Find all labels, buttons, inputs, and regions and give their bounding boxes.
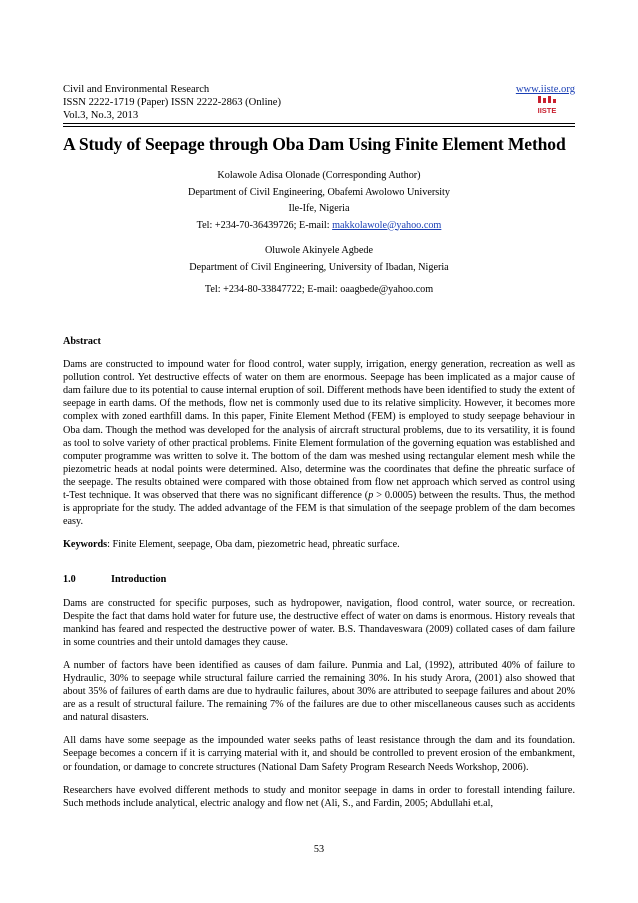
paragraph: All dams have some seepage as the impounded water seeks paths of least resistance through the dam and its foundation. Seepage becomes a concern if it is carrying material with it, and should be controlled to prevent erosion of the embankment, or foundation, or damage to concrete structures (National Dam Safety Program Research Needs Workshop, 2006). xyxy=(63,735,575,773)
header-rule-bottom xyxy=(63,126,575,127)
keywords-text: : Finite Element, seepage, Oba dam, piezometric head, phreatic surface. xyxy=(107,539,400,551)
abstract-text: Dams are constructed to impound water for flood control, water supply, irrigation, energy generation, recreation as well as pollution control. Yet destructive effects of water on them are enormous. Seepage has been implicated as a major cause of dam failure due to its potential to cause internal eruption of soil. Different methods have been identified to study the extent of seepage in earth dams. Of the methods, flow net is commonly used due to its relative simplicity. However, it becomes more complex with zoned earthfill dams. In this paper, Finite Element Method (FEM) is employed to study seepage behaviour in Oba dam. Though the method was developed for the analysis of aircraft structural problems, due to its versatility, it is found as tool to solve variety of other practical problems. Finite Element formulation of the governing equation was established and computer programme was written to solve it. The bottom of the dam was meshed using rectangular element mesh while the piezometric heads at nodal points were determined. Also, determine was the coordinates that define the phreatic surface of the seepage. The results obtained were compared with those obtained from flow net approach which served as control using t-Test technique. It was observed that there was no significant difference (p > 0.0005) between the results. Thus, the method is appropriate for the study. The added advantage of the FEM is that simulation of the seepage problem of the dam becomes easy. xyxy=(63,359,575,528)
author2-department: Department of Civil Engineering, University of Ibadan, Nigeria xyxy=(189,261,449,273)
author1-tel: Tel: +234-70-36439726; E-mail: xyxy=(196,219,333,231)
header-rule-top xyxy=(63,123,575,124)
author1-department: Department of Civil Engineering, Obafemi Awolowo University xyxy=(188,186,450,198)
paper-body xyxy=(63,335,575,820)
keywords-label: Keywords xyxy=(63,539,108,551)
author1-email-link[interactable]: makkolawole@yahoo.com xyxy=(332,219,442,231)
keywords xyxy=(63,538,575,551)
iiste-logo-icon xyxy=(533,96,561,116)
journal-volume: Vol.3, No.3, 2013 xyxy=(63,110,139,121)
paper-title: A Study of Seepage through Oba Dam Using Finite Element Method xyxy=(63,134,566,154)
journal-url-link[interactable]: www.iiste.org xyxy=(515,84,575,95)
svg-text:IISTE: IISTE xyxy=(537,106,557,115)
journal-issn: ISSN 2222-1719 (Paper) ISSN 2222-2863 (Online) xyxy=(63,97,282,108)
author-block xyxy=(63,168,575,299)
section-number: 1.0 xyxy=(63,574,76,586)
author1-name: Kolawole Adisa Olonade (Corresponding Author) xyxy=(217,170,421,181)
author1-location: Ile-Ife, Nigeria xyxy=(288,203,350,214)
author2-name: Oluwole Akinyele Agbede xyxy=(264,245,374,256)
journal-header xyxy=(63,83,575,122)
section-title: Introduction xyxy=(111,574,167,586)
paragraph: Dams are constructed for specific purposes, such as hydropower, navigation, flood control, water source, or recreation. Despite the fact that dams hold water for future use, the destructive effect of water on dams is enormous. History reveals that mankind has feared and respected the destructive power of water. B.S. Thandaveswara (2009) collated cases of dam failure in some countries and their untold damages they cause. xyxy=(63,597,575,648)
page-number: 53 xyxy=(313,844,325,855)
paragraph: A number of factors have been identified as causes of dam failure. Punmia and Lal, (1992), attributed 40% of failure to Hydraulic, 30% to seepage while structural failure carried the remaining 30%. In his study Arora, (2001) also showed that about 35% of failures of earth dams are due to hydraulic failures, about 30% are attributed to seepage failures and about 20% are as a result of structural failure. The remaining 7% of the failures are due to other miscellaneous causes such as accidents and natural disasters. xyxy=(63,659,575,724)
paragraph: Researchers have evolved different methods to study and monitor seepage in dams in order to forestall intending failure. Such methods include analytical, electric analogy and flow net (Ali, S., and Fardin, 2005; Abdullahi et.al, xyxy=(63,784,575,809)
author1-contact xyxy=(63,218,575,235)
abstract-heading: Abstract xyxy=(63,336,101,347)
author2-contact: Tel: +234-80-33847722; E-mail: oaagbede@yahoo.com xyxy=(204,284,434,295)
section-heading xyxy=(63,573,575,586)
journal-name: Civil and Environmental Research xyxy=(63,84,210,95)
